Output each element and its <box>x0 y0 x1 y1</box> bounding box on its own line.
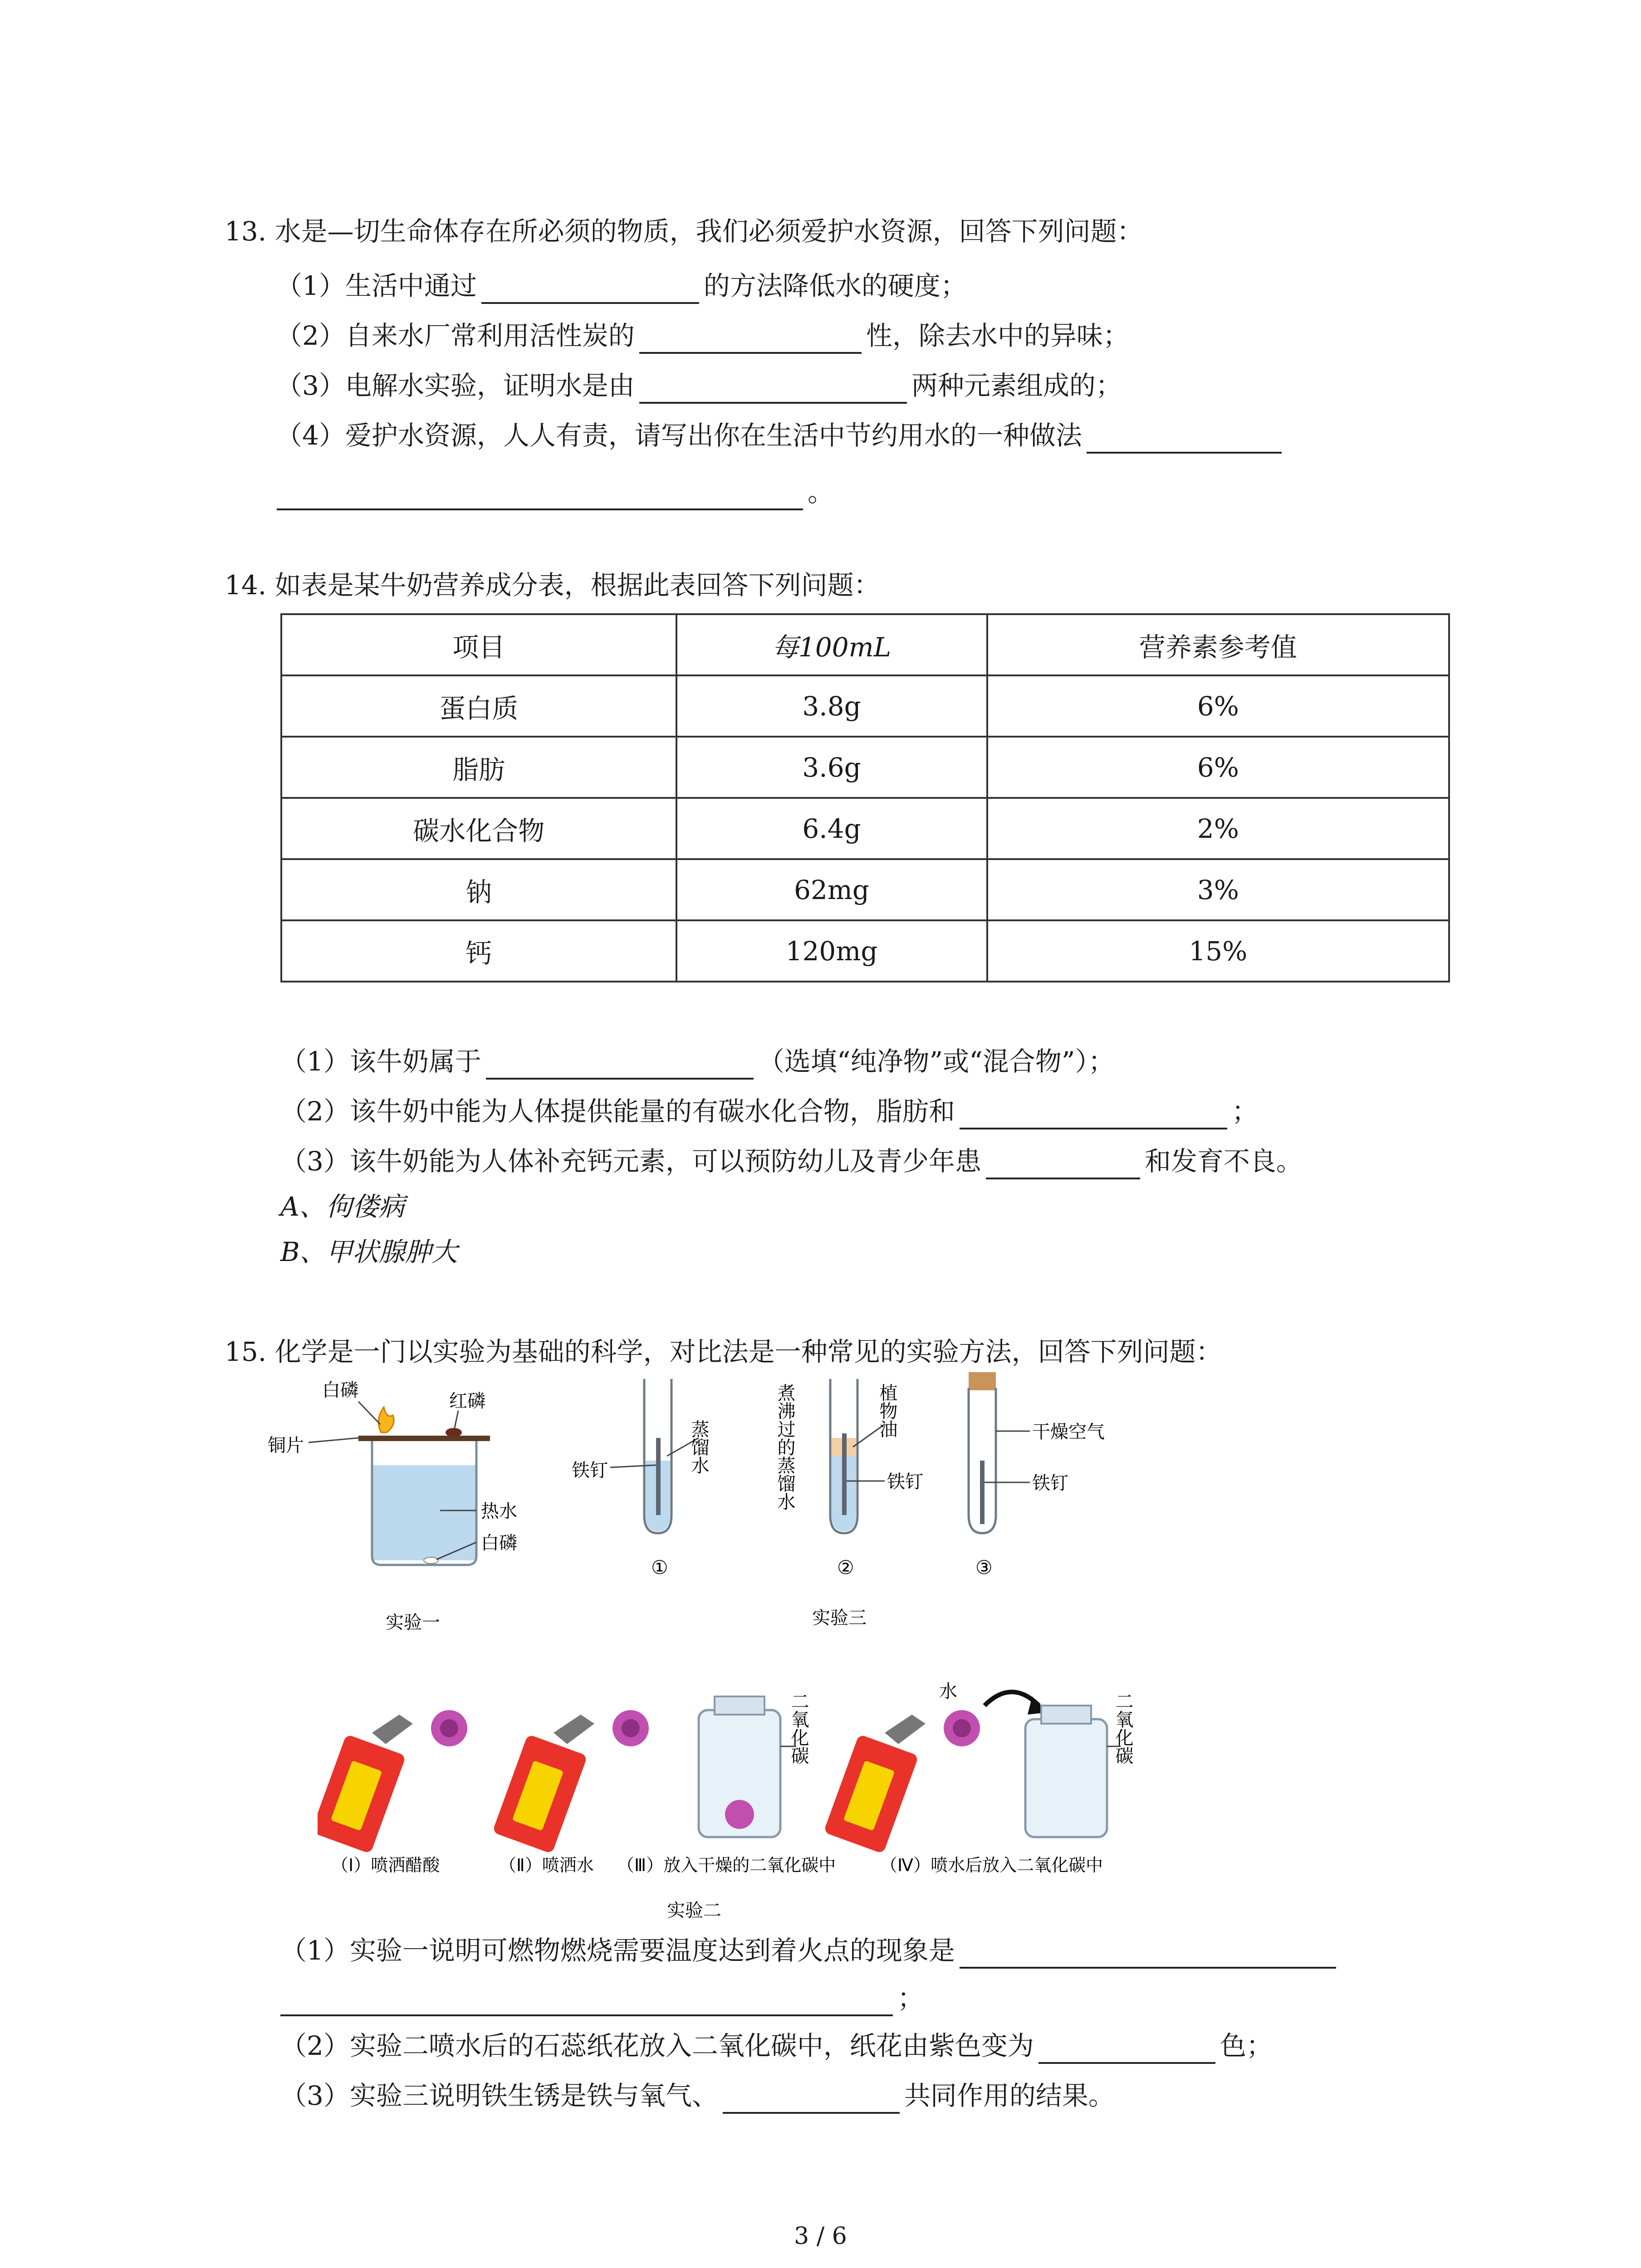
q14-blank-1[interactable] <box>486 1050 754 1080</box>
white-phosphorus-underwater <box>424 1557 438 1564</box>
q14-part3-text: （3）该牛奶能为人体补充钙元素，可以预防幼儿及青少年患 <box>280 1146 981 1177</box>
q15-stem: 15. 化学是一门以实验为基础的科学，对比法是一种常见的实验方法，回答下列问题： <box>225 1336 1222 1367</box>
tube3-label-dry-air: 干燥空气 <box>1032 1422 1105 1442</box>
fig1-caption: 实验一 <box>386 1612 440 1633</box>
q14-option-b <box>280 1234 458 1270</box>
table-header: 每100mL <box>676 614 987 675</box>
q14-option-a-text: A、佝偻病 <box>280 1191 405 1222</box>
fig2-label-co2-a: 二氧化碳 <box>788 1692 809 1765</box>
table-cell: 脂肪 <box>281 737 676 798</box>
table-header: 营养素参考值 <box>987 614 1449 675</box>
tube3-label-nail: 铁钉 <box>1032 1473 1068 1494</box>
table-cell: 15% <box>987 920 1449 982</box>
jar-co2 <box>1025 1719 1107 1837</box>
page-number: 3 / 6 <box>794 2223 847 2250</box>
q14-part1-text: （1）该牛奶属于 <box>280 1046 481 1077</box>
tube2-nail <box>842 1433 847 1515</box>
experiment-3-figure <box>567 1370 1143 1642</box>
table-row <box>281 675 1449 737</box>
table-row <box>281 920 1449 982</box>
nutrition-table <box>280 613 1450 982</box>
table-cell: 120mg <box>676 920 987 982</box>
q13-part3-tail: 两种元素组成的； <box>911 370 1122 401</box>
table-cell: 钙 <box>281 920 676 982</box>
q13-part2 <box>276 318 1129 354</box>
beaker-water <box>372 1465 476 1560</box>
q15-blank-2[interactable] <box>1038 2034 1215 2064</box>
fig2-step-2: （Ⅱ）喷洒水 <box>499 1855 594 1875</box>
tube3-nail <box>980 1461 985 1524</box>
fig2-step-4: （Ⅳ）喷水后放入二氧化碳中 <box>880 1855 1103 1875</box>
tube2-number: ② <box>837 1556 854 1579</box>
q13-blank-1[interactable] <box>481 274 699 304</box>
q15-part2 <box>280 2028 1273 2064</box>
table-cell: 2% <box>987 798 1449 859</box>
fig2-step-3: （Ⅲ）放入干燥的二氧化碳中 <box>617 1855 836 1875</box>
q14-stem: 14. 如表是某牛奶营养成分表，根据此表回答下列问题： <box>225 570 880 601</box>
fig1-label-hot-water: 热水 <box>481 1501 517 1522</box>
copper-sheet <box>358 1436 490 1441</box>
q14-part3-tail: 和发育不良。 <box>1144 1146 1303 1177</box>
table-cell: 6% <box>987 737 1449 798</box>
q15-part1-end: ； <box>897 1983 924 2014</box>
q14-part1-tail: （选填“纯净物”或“混合物”）； <box>758 1046 1115 1077</box>
q13-part2-text: （2）自来水厂常利用活性炭的 <box>276 320 635 351</box>
q14-part2-text: （2）该牛奶中能为人体提供能量的有碳水化合物，脂肪和 <box>280 1096 955 1127</box>
table-cell: 3.8g <box>676 675 987 737</box>
table-row <box>281 798 1449 859</box>
fig2-label-co2-b: 二氧化碳 <box>1112 1692 1133 1765</box>
table-cell: 6% <box>987 675 1449 737</box>
tube1-nail <box>656 1438 661 1515</box>
tube1-label-nail: 铁钉 <box>572 1460 608 1481</box>
table-header: 项目 <box>281 614 676 675</box>
q14-option-b-text: B、甲状腺肿大 <box>280 1237 458 1267</box>
tube2-label-oil: 植物油 <box>877 1383 897 1438</box>
fig2-caption: 实验二 <box>667 1900 721 1921</box>
q15-part1 <box>280 1932 1341 1969</box>
q13-part1-text: （1）生活中通过 <box>276 270 477 301</box>
tube1-number: ① <box>651 1556 668 1579</box>
q15-part1-cont <box>280 1980 924 2016</box>
q14-blank-2[interactable] <box>960 1100 1227 1129</box>
q14-part3 <box>280 1143 1303 1179</box>
fig1-label-copper: 铜片 <box>268 1435 304 1456</box>
table-row <box>281 737 1449 798</box>
q13-part2-tail: 性，除去水中的异味； <box>866 320 1129 351</box>
q14-part1 <box>280 1043 1115 1080</box>
q15-part2-text: （2）实验二喷水后的石蕊纸花放入二氧化碳中，纸花由紫色变为 <box>280 2030 1034 2061</box>
q13-stem: 13. 水是—切生命体存在所必须的物质，我们必须爱护水资源，回答下列问题： <box>225 216 1143 247</box>
q14-part2 <box>280 1093 1258 1129</box>
table-cell: 钠 <box>281 859 676 920</box>
q14-blank-3[interactable] <box>986 1149 1140 1179</box>
fig1-label-white-p-2: 白磷 <box>481 1533 517 1554</box>
q13-part4 <box>276 417 1286 454</box>
q13-part4-cont <box>277 474 834 510</box>
tube2-label-boiled-water: 煮沸过的蒸馏水 <box>774 1383 795 1510</box>
table-cell: 3% <box>987 859 1449 920</box>
spray-bottle-icon <box>318 1715 413 1854</box>
q15-blank-1b[interactable] <box>280 1986 893 2016</box>
q15-blank-3[interactable] <box>723 2084 900 2114</box>
table-header-row <box>281 614 1449 675</box>
experiment-1-figure <box>268 1374 549 1637</box>
q15-part2-tail: 色； <box>1220 2030 1273 2061</box>
q13-blank-4b[interactable] <box>277 480 803 510</box>
fig3-caption: 实验三 <box>812 1608 867 1628</box>
tube3-number: ③ <box>975 1556 993 1579</box>
flame-icon <box>378 1407 394 1432</box>
q13-part1-tail: 的方法降低水的硬度； <box>703 270 967 301</box>
q13-blank-4a[interactable] <box>1087 424 1282 454</box>
q13-part3 <box>276 367 1122 404</box>
q13-blank-2[interactable] <box>639 324 862 354</box>
table-cell: 6.4g <box>676 798 987 859</box>
fig2-step-1: （Ⅰ）喷洒醋酸 <box>331 1855 440 1875</box>
flower-icon <box>725 1800 754 1829</box>
fig2-label-water: 水 <box>939 1681 957 1702</box>
table-cell: 蛋白质 <box>281 675 676 737</box>
table-cell: 3.6g <box>676 737 987 798</box>
q15-part1-text: （1）实验一说明可燃物燃烧需要温度达到着火点的现象是 <box>280 1935 955 1966</box>
tube3-stopper <box>969 1372 996 1390</box>
tube1-label-water: 蒸馏水 <box>688 1420 709 1474</box>
fig1-label-white-p: 白磷 <box>322 1380 358 1401</box>
q15-part3 <box>280 2077 1115 2114</box>
red-phosphorus <box>446 1428 462 1437</box>
q15-part3-text: （3）实验三说明铁生锈是铁与氧气、 <box>280 2080 718 2111</box>
q13-part4-text: （4）爱护水资源，人人有责，请写出你在生活中节约用水的一种做法 <box>276 420 1082 451</box>
q15-blank-1a[interactable] <box>960 1939 1336 1969</box>
q15-part3-tail: 共同作用的结果。 <box>904 2080 1115 2111</box>
q14-part2-tail: ； <box>1231 1096 1258 1127</box>
spray-bottle-icon <box>823 1715 926 1854</box>
q13-part3-text: （3）电解水实验，证明水是由 <box>276 370 635 401</box>
q13-part1 <box>276 268 967 304</box>
spray-bottle-icon <box>492 1715 594 1854</box>
tube2-label-nail: 铁钉 <box>887 1471 923 1492</box>
experiment-2-figure <box>318 1678 1180 1932</box>
table-cell: 62mg <box>676 859 987 920</box>
fig1-label-red-p: 红磷 <box>449 1391 485 1412</box>
q14-option-a <box>280 1188 405 1225</box>
table-row <box>281 859 1449 920</box>
q13-blank-3[interactable] <box>639 374 907 404</box>
table-cell: 碳水化合物 <box>281 798 676 859</box>
q13-part4-end: 。 <box>808 477 834 508</box>
